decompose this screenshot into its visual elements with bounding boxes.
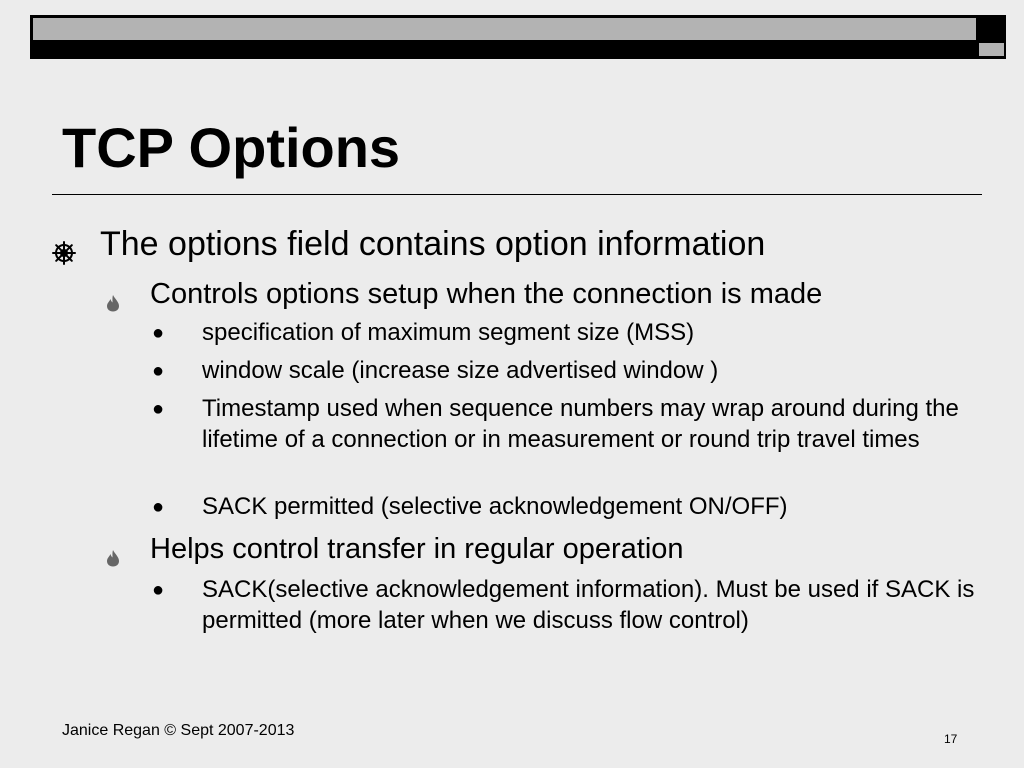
bullet-level2 bbox=[150, 531, 684, 567]
dot-icon: ● bbox=[152, 496, 165, 518]
dot-icon: ● bbox=[152, 579, 165, 601]
bullet-text: specification of maximum segment size (MSS) bbox=[202, 319, 695, 346]
bullet-text: The options field contains option information bbox=[100, 225, 766, 263]
bullet-text: window scale (increase size advertised window ) bbox=[202, 357, 719, 384]
slide-title: TCP Options bbox=[62, 116, 401, 179]
bullet-level3 bbox=[152, 356, 982, 387]
bullet-level2 bbox=[150, 276, 822, 312]
bullet-level1 bbox=[100, 222, 765, 266]
bullet-text: Timestamp used when sequence numbers may wrap around during the lifetime of a connection or in measurement or round trip travel times bbox=[202, 395, 959, 453]
bullet-level3 bbox=[152, 575, 982, 636]
bullet-text: SACK permitted (selective acknowledgement ON/OFF) bbox=[202, 493, 788, 520]
dot-icon: ● bbox=[152, 360, 165, 382]
bullet-level3 bbox=[152, 492, 982, 523]
flame-icon bbox=[106, 540, 120, 558]
bullet-text: Helps control transfer in regular operation bbox=[150, 533, 684, 565]
page-number: 17 bbox=[944, 732, 958, 746]
dot-icon: ● bbox=[152, 322, 165, 344]
bullet-text: Controls options setup when the connection is made bbox=[150, 278, 823, 310]
dot-icon: ● bbox=[152, 398, 165, 420]
flame-icon bbox=[106, 285, 120, 303]
bullet-level3 bbox=[152, 318, 982, 349]
wheel-icon bbox=[52, 232, 76, 256]
footer-author: Janice Regan © Sept 2007-2013 bbox=[62, 722, 295, 739]
bullet-text: SACK(selective acknowledgement information). Must be used if SACK is permitted (more later when we discuss flow control) bbox=[202, 576, 975, 634]
bullet-level3 bbox=[152, 394, 982, 455]
